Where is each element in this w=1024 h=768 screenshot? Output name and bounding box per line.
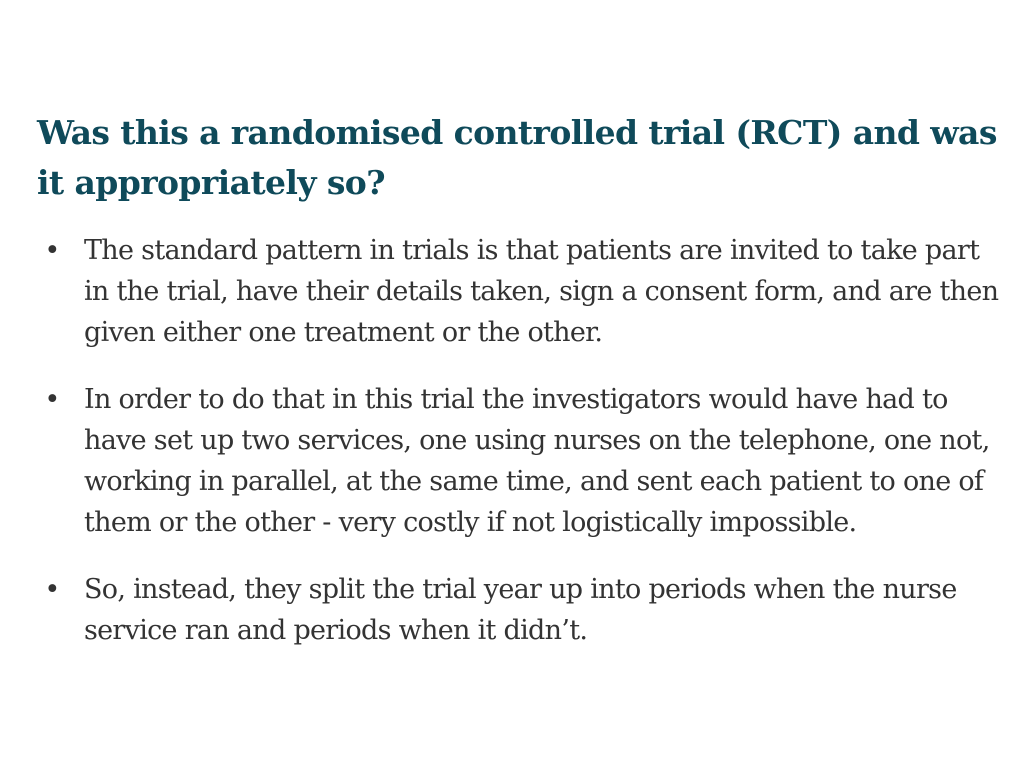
bullet-text: So, instead, they split the trial year up into periods when the nurse service ran and periods when it didn’t.	[84, 574, 957, 646]
slide-title: Was this a randomised controlled trial (RCT) and was it appropriately so?	[37, 113, 997, 202]
bullet-item	[42, 379, 1002, 543]
bullet-icon: •	[44, 384, 60, 415]
bullet-icon: •	[44, 235, 60, 266]
bullet-text: In order to do that in this trial the investigators would have had to have set up two services, one using nurses on the telephone, one not, working in parallel, at the same time, and sent each patient to one of them or the other - very costly if not logistically impossible.	[84, 384, 990, 538]
bullet-item	[42, 569, 1002, 651]
bullet-icon: •	[44, 574, 60, 605]
bullet-text: The standard pattern in trials is that patients are invited to take part in the trial, have their details taken, sign a consent form, and are then given either one treatment or the other.	[84, 235, 999, 348]
bullet-item	[42, 230, 1002, 353]
bullet-list	[42, 230, 1002, 677]
